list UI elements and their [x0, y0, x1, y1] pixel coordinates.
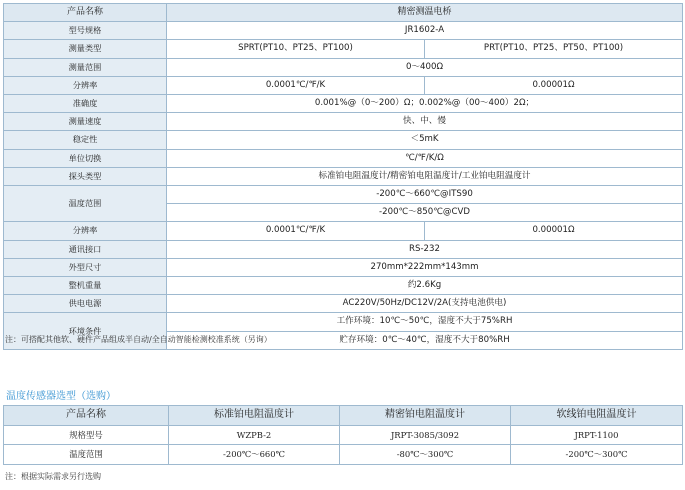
- sensor-value: JRPT-3085/3092: [340, 425, 511, 445]
- sensor-label: 温度范围: [4, 445, 169, 465]
- spec-label: 测量类型: [4, 40, 167, 58]
- spec-label: 环境条件: [4, 313, 167, 349]
- section-title: 温度传感器选型（选购）: [6, 391, 116, 402]
- spec-value: ℃/℉/K/Ω: [167, 149, 683, 167]
- spec-row-accuracy: [4, 95, 683, 113]
- spec-label: 整机重量: [4, 277, 167, 295]
- spec-label: 分辨率: [4, 222, 167, 240]
- spec-row-unit: [4, 149, 683, 167]
- spec-value-right: 0.00001Ω: [425, 76, 683, 94]
- sensor-value: WZPB-2: [169, 425, 340, 445]
- spec-value: 工作环境：10℃～50℃，湿度不大于75%RH: [167, 313, 683, 331]
- spec-header-row: [4, 4, 683, 22]
- spec-row-temp-range-1: [4, 186, 683, 204]
- spec-row-size: [4, 258, 683, 276]
- spec-label: 单位切换: [4, 149, 167, 167]
- spec-value: -200℃～850℃@CVD: [167, 204, 683, 222]
- spec-label: 外型尺寸: [4, 258, 167, 276]
- sensor-header-cell: 精密铂电阻温度计: [340, 406, 511, 426]
- spec-value: 快、中、慢: [167, 113, 683, 131]
- sensor-header-row: [4, 406, 683, 426]
- spec-row-power: [4, 295, 683, 313]
- spec-label: 准确度: [4, 95, 167, 113]
- sensor-header-cell: 软线铂电阻温度计: [511, 406, 683, 426]
- spec-row-type: [4, 40, 683, 58]
- spec-value: 约2.6Kg: [167, 277, 683, 295]
- spec-row-environment-1: [4, 313, 683, 331]
- spec-value: 贮存环境：0℃～40℃，湿度不大于80%RH: [167, 331, 683, 349]
- sensor-value: -200℃～300℃: [511, 445, 683, 465]
- spec-value: RS-232: [167, 240, 683, 258]
- spec-value-right: 0.00001Ω: [425, 222, 683, 240]
- spec-row-resolution: [4, 76, 683, 94]
- spec-label: 测量速度: [4, 113, 167, 131]
- spec-label: 测量范围: [4, 58, 167, 76]
- spec-label: 探头类型: [4, 167, 167, 185]
- spec-label: 温度范围: [4, 186, 167, 222]
- spec-table: [3, 3, 683, 350]
- spec-value: JR1602-A: [167, 22, 683, 40]
- spec-label: 通讯接口: [4, 240, 167, 258]
- spec-value: AC220V/50Hz/DC12V/2A(支持电池供电): [167, 295, 683, 313]
- sensor-row-model: [4, 425, 683, 445]
- spec-row-probe: [4, 167, 683, 185]
- spec-row-model: [4, 22, 683, 40]
- sensor-value: -200℃～660℃: [169, 445, 340, 465]
- spec-value-left: 0.0001℃/℉/K: [167, 76, 425, 94]
- spec-row-speed: [4, 113, 683, 131]
- spec-header-value: 精密测温电桥: [167, 4, 683, 22]
- spec-value: 270mm*222mm*143mm: [167, 258, 683, 276]
- sensor-value: -80℃～300℃: [340, 445, 511, 465]
- sensor-header-cell: 产品名称: [4, 406, 169, 426]
- spec-row-weight: [4, 277, 683, 295]
- spec-row-interface: [4, 240, 683, 258]
- spec-value: 0.001%@（0～200）Ω；0.002%@（00～400）2Ω；: [167, 95, 683, 113]
- system-note: 注：可搭配其他软、硬件产品组成半自动/全自动智能检测校准系统（另询）: [5, 335, 272, 344]
- spec-row-range: [4, 58, 683, 76]
- spec-value: -200℃～660℃@ITS90: [167, 186, 683, 204]
- spec-value-left: SPRT(PT10、PT25、PT100): [167, 40, 425, 58]
- sensor-value: JRPT-1100: [511, 425, 683, 445]
- sensor-header-cell: 标准铂电阻温度计: [169, 406, 340, 426]
- spec-header-label: 产品名称: [4, 4, 167, 22]
- spec-value-left: 0.0001℃/℉/K: [167, 222, 425, 240]
- spec-label: 供电电源: [4, 295, 167, 313]
- sensor-label: 规格型号: [4, 425, 169, 445]
- sensor-row-range: [4, 445, 683, 465]
- spec-value: ＜5mK: [167, 131, 683, 149]
- spec-label: 型号规格: [4, 22, 167, 40]
- spec-label: 分辨率: [4, 76, 167, 94]
- spec-value-right: PRT(PT10、PT25、PT50、PT100): [425, 40, 683, 58]
- purchase-note: 注：根据实际需求另行选购: [5, 472, 101, 481]
- spec-value: 0～400Ω: [167, 58, 683, 76]
- sensor-table: [3, 405, 683, 465]
- spec-value: 标准铂电阻温度计/精密铂电阻温度计/工业铂电阻温度计: [167, 167, 683, 185]
- spec-row-resolution-2: [4, 222, 683, 240]
- spec-label: 稳定性: [4, 131, 167, 149]
- spec-row-stability: [4, 131, 683, 149]
